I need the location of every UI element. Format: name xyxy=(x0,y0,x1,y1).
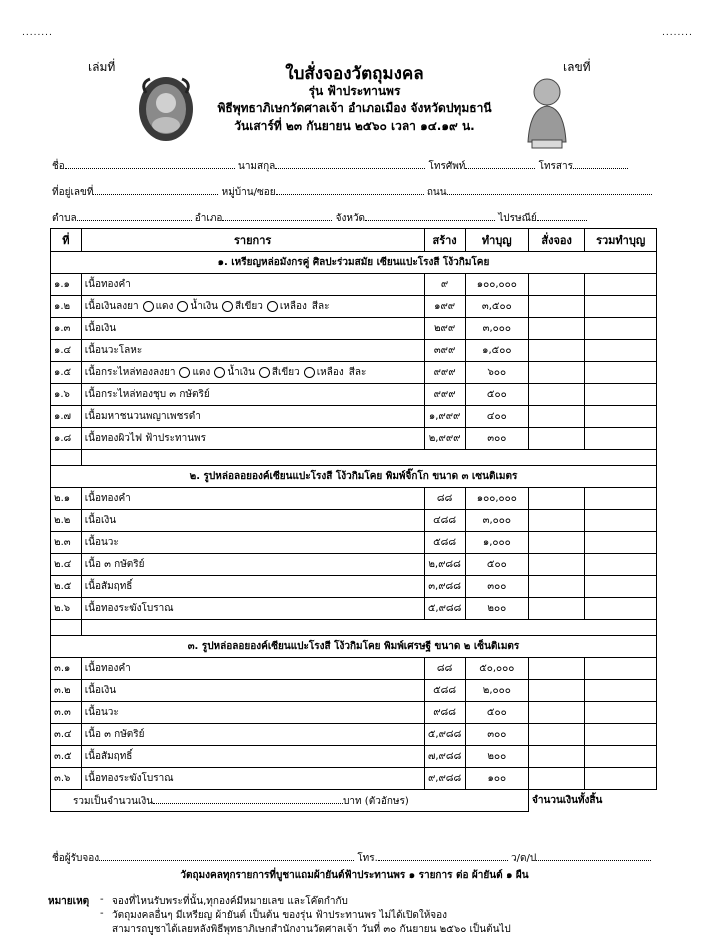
table-row xyxy=(51,510,657,532)
item-no: ๒.๖ xyxy=(51,598,82,620)
order-table xyxy=(50,228,657,812)
made-count: ๔๘๘ xyxy=(424,510,465,532)
note-dash-2: - xyxy=(100,908,104,919)
per-color-label: สีละ xyxy=(348,367,367,378)
item-no: ๒.๒ xyxy=(51,510,82,532)
item-name: เนื้อเงิน xyxy=(84,515,117,526)
phone-label: โทรศัพท์ xyxy=(428,161,466,172)
note-1: จองที่ไหนรับพระที่นั้น,ทุกองค์มีหมายเลข และโค๊ตกำกับ xyxy=(112,896,348,907)
item-name-cell xyxy=(81,576,424,598)
item-name: เนื้อทองระฆังโบราณ xyxy=(84,603,174,614)
made-count: ๕,๙๘๘ xyxy=(424,724,465,746)
total-cell[interactable] xyxy=(585,318,657,340)
made-count: ๗,๙๘๘ xyxy=(424,746,465,768)
table-row xyxy=(51,768,657,790)
tel-field[interactable] xyxy=(378,850,508,861)
total-cell[interactable] xyxy=(585,340,657,362)
item-name: เนื้อทองผิวไฟ ฟ้าประทานพร xyxy=(84,433,206,444)
table-row xyxy=(51,274,657,296)
table-header-row xyxy=(51,229,657,252)
item-name-cell xyxy=(81,318,424,340)
item-name: เนื้อเงินลงยา xyxy=(84,301,139,312)
made-count: ๕๘๘ xyxy=(424,680,465,702)
color-option-label: น้ำเงิน xyxy=(190,301,219,312)
order-qty-cell[interactable] xyxy=(529,768,585,790)
item-name: เนื้อกระไหล่ทองลงยา xyxy=(84,367,176,378)
total-cell[interactable] xyxy=(585,384,657,406)
donation-amount: ๕๐๐ xyxy=(465,554,528,576)
item-no: ๑.๓ xyxy=(51,318,82,340)
made-count: ๒,๙๙๙ xyxy=(424,428,465,450)
color-radio[interactable] xyxy=(259,367,270,378)
color-radio[interactable] xyxy=(179,367,190,378)
item-no: ๑.๖ xyxy=(51,384,82,406)
postcode-label: ไปรษณีย์ xyxy=(498,213,537,224)
item-no: ๒.๑ xyxy=(51,488,82,510)
item-no: ๓.๑ xyxy=(51,658,82,680)
color-option-label: เหลือง xyxy=(316,367,344,378)
donation-amount: ๓,๕๐๐ xyxy=(465,296,528,318)
fax-field[interactable] xyxy=(573,158,628,169)
item-no: ๓.๒ xyxy=(51,680,82,702)
tel-label: โทร. xyxy=(357,853,378,864)
donation-amount: ๓,๐๐๐ xyxy=(465,318,528,340)
item-no: ๑.๔ xyxy=(51,340,82,362)
item-name: เนื้อทองคำ xyxy=(84,493,131,504)
color-radio[interactable] xyxy=(143,301,154,312)
table-row xyxy=(51,598,657,620)
item-name-cell xyxy=(81,680,424,702)
col-order-header: สั่งจอง xyxy=(529,229,585,252)
item-name-cell xyxy=(81,488,424,510)
item-no: ๓.๓ xyxy=(51,702,82,724)
order-qty-cell[interactable] xyxy=(529,724,585,746)
donation-amount: ๑๐๐,๐๐๐ xyxy=(465,274,528,296)
table-row xyxy=(51,488,657,510)
note-dash-1: - xyxy=(100,894,104,905)
item-name: เนื้อ ๓ กษัตริย์ xyxy=(84,729,145,740)
order-qty-cell[interactable] xyxy=(529,680,585,702)
total-cell[interactable] xyxy=(585,746,657,768)
item-name: เนื้อเงิน xyxy=(84,323,117,334)
item-name: เนื้อสัมฤทธิ์ xyxy=(84,751,133,762)
table-row xyxy=(51,576,657,598)
item-name: เนื้อสัมฤทธิ์ xyxy=(84,581,133,592)
order-qty-cell[interactable] xyxy=(529,428,585,450)
receiver-label: ชื่อผู้รับจอง xyxy=(52,853,100,864)
total-cell[interactable] xyxy=(585,768,657,790)
made-count: ๒,๙๘๘ xyxy=(424,554,465,576)
made-count: ๕๘๘ xyxy=(424,532,465,554)
item-no: ๒.๓ xyxy=(51,532,82,554)
item-name: เนื้อนวะ xyxy=(84,537,119,548)
item-no: ๑.๘ xyxy=(51,428,82,450)
province-label: จังหวัด xyxy=(335,213,366,224)
order-qty-cell[interactable] xyxy=(529,296,585,318)
item-name: เนื้อเงิน xyxy=(84,685,117,696)
road-label: ถนน xyxy=(426,187,447,198)
made-count: ๓๙๙ xyxy=(424,340,465,362)
color-radio[interactable] xyxy=(304,367,315,378)
donation-amount: ๒๐๐ xyxy=(465,598,528,620)
name-label: ชื่อ xyxy=(52,161,65,172)
col-item-header: รายการ xyxy=(81,229,424,252)
donation-amount: ๑๐๐ xyxy=(465,768,528,790)
district-label: อำเภอ xyxy=(194,213,223,224)
table-row xyxy=(51,362,657,384)
grand-total-label: จำนวนเงินทั้งสิ้น xyxy=(529,790,585,812)
donation-amount: ๓๐๐ xyxy=(465,724,528,746)
corner-dots-left: ........ xyxy=(22,28,53,38)
color-option-label: แดง xyxy=(192,367,211,378)
item-name-cell xyxy=(81,724,424,746)
address-field[interactable] xyxy=(93,184,218,195)
donation-amount: ๓๐๐ xyxy=(465,576,528,598)
made-count: ๒๙๙ xyxy=(424,318,465,340)
item-no: ๑.๑ xyxy=(51,274,82,296)
item-name-cell xyxy=(81,532,424,554)
table-row xyxy=(51,724,657,746)
color-option-label: สีเขียว xyxy=(235,301,263,312)
total-cell[interactable] xyxy=(585,296,657,318)
item-name: เนื้อทองคำ xyxy=(84,279,131,290)
donation-amount: ๓,๐๐๐ xyxy=(465,510,528,532)
spacer-row xyxy=(51,450,657,466)
road-field[interactable] xyxy=(447,184,652,195)
section-header-row xyxy=(51,466,657,488)
item-name-cell xyxy=(81,362,424,384)
section-title: ๓. รูปหล่อลอยองค์เซียนแปะโรงสี โง้วกิมโคย พิมพ์เศรษฐี ขนาด ๒ เซ็นติเมตร xyxy=(51,636,657,658)
number-label: เลขที่ xyxy=(563,60,591,74)
col-donation-header: ทำบุญ xyxy=(465,229,528,252)
table-row xyxy=(51,658,657,680)
donation-amount: ๕๐๐ xyxy=(465,384,528,406)
item-no: ๑.๒ xyxy=(51,296,82,318)
series-title: รุ่น ฟ้าประทานพร xyxy=(308,84,401,98)
donation-amount: ๓๐๐ xyxy=(465,428,528,450)
item-name: เนื้อนวะโลหะ xyxy=(84,345,143,356)
donation-amount: ๕๐๐ xyxy=(465,702,528,724)
donation-amount: ๑,๕๐๐ xyxy=(465,340,528,362)
form-row-locality xyxy=(52,210,587,226)
subdistrict-label: ตำบล xyxy=(52,213,77,224)
item-name-cell xyxy=(81,658,424,680)
table-row xyxy=(51,406,657,428)
total-cell[interactable] xyxy=(585,406,657,428)
total-cell[interactable] xyxy=(585,658,657,680)
item-name-cell xyxy=(81,406,424,428)
donation-amount: ๒๐๐ xyxy=(465,746,528,768)
item-name-cell xyxy=(81,598,424,620)
order-qty-cell[interactable] xyxy=(529,532,585,554)
color-radio[interactable] xyxy=(267,301,278,312)
color-option-label: เหลือง xyxy=(279,301,307,312)
total-cell[interactable] xyxy=(585,428,657,450)
total-words-field[interactable] xyxy=(153,793,343,804)
table-row xyxy=(51,532,657,554)
total-cell[interactable] xyxy=(585,576,657,598)
section-header-row xyxy=(51,252,657,274)
order-qty-cell[interactable] xyxy=(529,384,585,406)
total-words-cell xyxy=(51,790,529,812)
made-count: ๘๘ xyxy=(424,488,465,510)
color-option-label: แดง xyxy=(155,301,174,312)
item-name: เนื้อมหาชนวนพญาเพชรดำ xyxy=(84,411,201,422)
total-cell[interactable] xyxy=(585,510,657,532)
item-no: ๑.๗ xyxy=(51,406,82,428)
order-qty-cell[interactable] xyxy=(529,554,585,576)
spacer-row xyxy=(51,620,657,636)
note-3: สามารถบูชาได้เลยหลังพิธีพุทธาภิเษกสำนักงานวัดศาลเจ้า วันที่ ๓๐ กันยายน ๒๕๖๐ เป็นต้นไป xyxy=(112,924,511,935)
color-option-label: น้ำเงิน xyxy=(227,367,255,378)
donation-amount: ๔๐๐ xyxy=(465,406,528,428)
order-qty-cell[interactable] xyxy=(529,274,585,296)
order-qty-cell[interactable] xyxy=(529,406,585,428)
section-title: ๑. เหรียญหล่อมังกรคู่ ศิลปะร่วมสมัย เซียนแปะโรงสี โง้วกิมโคย xyxy=(51,252,657,274)
item-name-cell xyxy=(81,702,424,724)
postcode-field[interactable] xyxy=(537,210,587,221)
section-title: ๒. รูปหล่อลอยองค์เซียนแปะโรงสี โง้วกิมโคย พิมพ์จิ๊กโก ขนาด ๓ เซนติเมตร xyxy=(51,466,657,488)
item-no: ๓.๔ xyxy=(51,724,82,746)
total-cell[interactable] xyxy=(585,488,657,510)
name-field[interactable] xyxy=(65,158,235,169)
made-count: ๙๙๙ xyxy=(424,384,465,406)
item-name-cell xyxy=(81,746,424,768)
made-count: ๙๙๙ xyxy=(424,362,465,384)
item-name-cell xyxy=(81,428,424,450)
subdistrict-field[interactable] xyxy=(77,210,192,221)
order-qty-cell[interactable] xyxy=(529,576,585,598)
item-name-cell xyxy=(81,384,424,406)
spacer-cell xyxy=(51,450,82,466)
total-words-suffix: บาท (ตัวอักษร) xyxy=(343,795,409,807)
table-row xyxy=(51,318,657,340)
spacer-cell xyxy=(81,450,656,466)
order-qty-cell[interactable] xyxy=(529,746,585,768)
made-count: ๑,๙๙๙ xyxy=(424,406,465,428)
order-qty-cell[interactable] xyxy=(529,340,585,362)
item-name-cell xyxy=(81,274,424,296)
form-row-name xyxy=(52,158,628,174)
spacer-cell xyxy=(51,620,82,636)
donation-amount: ๒,๐๐๐ xyxy=(465,680,528,702)
book-number-label: เล่มที่ xyxy=(88,60,116,74)
per-color-label: สีละ xyxy=(311,301,330,312)
item-name-cell xyxy=(81,510,424,532)
total-cell[interactable] xyxy=(585,274,657,296)
surname-field[interactable] xyxy=(275,158,425,169)
spacer-cell xyxy=(81,620,656,636)
donation-amount: ๕๐,๐๐๐ xyxy=(465,658,528,680)
table-row xyxy=(51,384,657,406)
village-field[interactable] xyxy=(276,184,424,195)
province-field[interactable] xyxy=(365,210,495,221)
total-cell[interactable] xyxy=(585,598,657,620)
total-cell[interactable] xyxy=(585,362,657,384)
total-words-label: รวมเป็นจำนวนเงิน xyxy=(73,795,154,807)
table-row xyxy=(51,746,657,768)
phone-field[interactable] xyxy=(465,158,535,169)
table-row xyxy=(51,428,657,450)
col-made-header: สร้าง xyxy=(424,229,465,252)
date-label: ว/ด/ป xyxy=(511,853,537,864)
item-name-cell xyxy=(81,296,424,318)
item-no: ๓.๖ xyxy=(51,768,82,790)
total-cell[interactable] xyxy=(585,702,657,724)
receiver-field[interactable] xyxy=(99,850,354,861)
item-no: ๑.๕ xyxy=(51,362,82,384)
order-qty-cell[interactable] xyxy=(529,318,585,340)
corner-dots-right: ........ xyxy=(662,28,693,38)
page-title: ใบสั่งจองวัตถุมงคล xyxy=(285,64,424,84)
item-name: เนื้อทองคำ xyxy=(84,663,131,674)
total-cell[interactable] xyxy=(585,532,657,554)
form-row-address xyxy=(52,184,652,200)
order-qty-cell[interactable] xyxy=(529,510,585,532)
address-label: ที่อยู่เลขที่ xyxy=(52,187,94,198)
made-count: ๙,๙๘๘ xyxy=(424,768,465,790)
table-row xyxy=(51,680,657,702)
ceremony-title: พิธีพุทธาภิเษกวัดศาลเจ้า อำเภอเมือง จังหวัดปทุมธานี xyxy=(217,101,492,115)
order-qty-cell[interactable] xyxy=(529,488,585,510)
total-cell[interactable] xyxy=(585,680,657,702)
made-count: ๓,๙๘๘ xyxy=(424,576,465,598)
total-cell[interactable] xyxy=(585,554,657,576)
item-name-cell xyxy=(81,554,424,576)
note-label: หมายเหตุ xyxy=(48,896,90,907)
item-name: เนื้อ ๓ กษัตริย์ xyxy=(84,559,145,570)
order-qty-cell[interactable] xyxy=(529,658,585,680)
item-name-cell xyxy=(81,340,424,362)
donation-amount: ๑,๐๐๐ xyxy=(465,532,528,554)
village-label: หมู่บ้าน/ซอย xyxy=(221,187,276,198)
order-qty-cell[interactable] xyxy=(529,362,585,384)
table-row xyxy=(51,554,657,576)
item-name: เนื้อทองระฆังโบราณ xyxy=(84,773,174,784)
made-count: ๘๘ xyxy=(424,658,465,680)
date-field[interactable] xyxy=(536,850,651,861)
order-qty-cell[interactable] xyxy=(529,702,585,724)
note-2: วัตถุมงคลอื่นๆ มีเหรียญ ผ้ายันต์ เป็นต้น ของรุ่น ฟ้าประทานพร ไม่ได้เปิดให้จอง xyxy=(112,910,448,921)
item-name: เนื้อกระไหล่ทองชุบ ๓ กษัตริย์ xyxy=(84,389,210,400)
item-name: เนื้อนวะ xyxy=(84,707,119,718)
col-no-header: ที่ xyxy=(51,229,82,252)
made-count: ๑๙๙ xyxy=(424,296,465,318)
item-name-cell xyxy=(81,768,424,790)
total-row xyxy=(51,790,657,812)
table-row xyxy=(51,296,657,318)
table-row xyxy=(51,340,657,362)
item-no: ๓.๕ xyxy=(51,746,82,768)
color-radio[interactable] xyxy=(222,301,233,312)
color-option-label: สีเขียว xyxy=(271,367,300,378)
total-cell[interactable] xyxy=(585,724,657,746)
made-count: ๕,๙๘๘ xyxy=(424,598,465,620)
made-count: ๙ xyxy=(424,274,465,296)
section-header-row xyxy=(51,636,657,658)
fax-label: โทรสาร xyxy=(538,161,574,172)
item-no: ๒.๔ xyxy=(51,554,82,576)
table-row xyxy=(51,702,657,724)
item-no: ๒.๕ xyxy=(51,576,82,598)
donation-amount: ๖๐๐ xyxy=(465,362,528,384)
surname-label: นามสกุล xyxy=(237,161,276,172)
made-count: ๙๘๘ xyxy=(424,702,465,724)
district-field[interactable] xyxy=(222,210,332,221)
color-radio[interactable] xyxy=(214,367,225,378)
order-qty-cell[interactable] xyxy=(529,598,585,620)
ceremony-date: วันเสาร์ที่ ๒๓ กันยายน ๒๕๖๐ เวลา ๑๔.๑๙ น. xyxy=(234,119,475,133)
promo-text: วัตถุมงคลทุกรายการที่บูชาแถมผ้ายันต์ฟ้าประทานพร ๑ รายการ ต่อ ผ้ายันต์ ๑ ผืน xyxy=(180,870,529,881)
donation-amount: ๑๐๐,๐๐๐ xyxy=(465,488,528,510)
receiver-row xyxy=(52,850,651,866)
col-total-header: รวมทำบุญ xyxy=(585,229,657,252)
color-radio[interactable] xyxy=(177,301,188,312)
